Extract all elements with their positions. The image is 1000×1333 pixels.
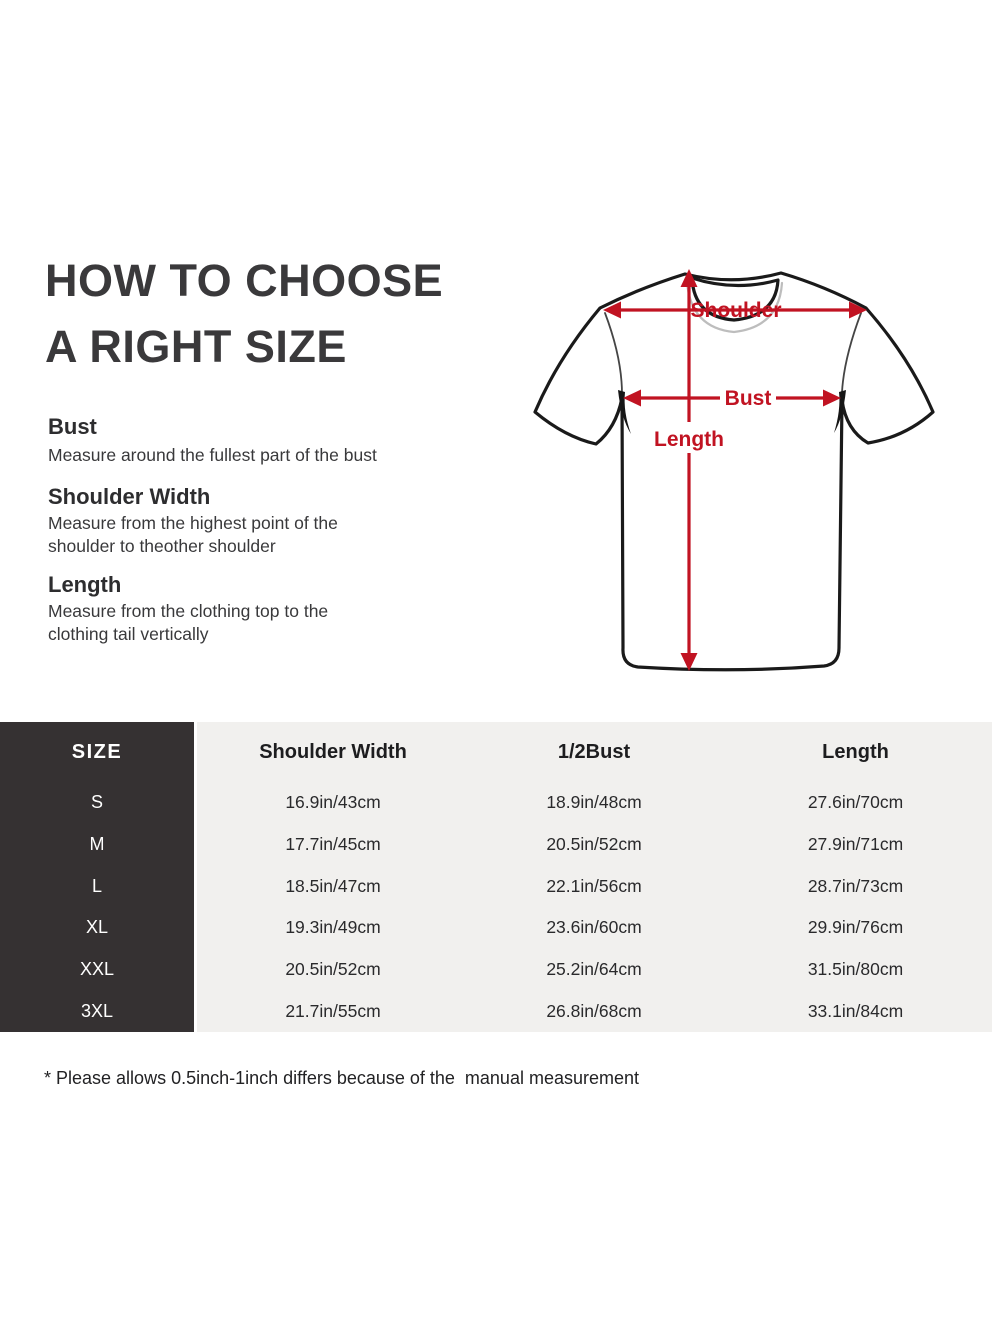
table-row-xxl-size: XXL — [0, 949, 197, 991]
section-body-shoulder-line2: shoulder to theother shoulder — [48, 536, 276, 556]
page-title — [45, 248, 443, 380]
table-row-xl-size: XL — [0, 907, 197, 949]
table-row-xxl-length: 31.5in/80cm — [719, 949, 992, 991]
section-body-bust — [48, 444, 377, 467]
table-row-s-size: S — [0, 782, 197, 824]
table-row-xxl-shoulder: 20.5in/52cm — [197, 949, 469, 991]
size-table — [0, 722, 992, 1032]
size-table-header-shoulder: Shoulder Width — [197, 722, 469, 782]
table-row-xl-halfbust: 23.6in/60cm — [469, 907, 719, 949]
section-heading-shoulder-width: Shoulder Width — [48, 484, 211, 509]
table-row-xxl-halfbust: 25.2in/64cm — [469, 949, 719, 991]
table-row-s-halfbust: 18.9in/48cm — [469, 782, 719, 824]
section-body-length — [48, 600, 328, 646]
table-row-xl-length: 29.9in/76cm — [719, 907, 992, 949]
table-row-xl-shoulder: 19.3in/49cm — [197, 907, 469, 949]
table-row-l-size: L — [0, 865, 197, 907]
table-row-3xl-halfbust: 26.8in/68cm — [469, 990, 719, 1032]
table-row-m-halfbust: 20.5in/52cm — [469, 824, 719, 866]
table-row-3xl-length: 33.1in/84cm — [719, 990, 992, 1032]
size-table-header-length: Length — [719, 722, 992, 782]
table-row-m-length: 27.9in/71cm — [719, 824, 992, 866]
shoulder-arrow-label: Shoulder — [690, 299, 782, 322]
table-row-3xl-size: 3XL — [0, 990, 197, 1032]
page-title-line1: HOW TO CHOOSE — [45, 255, 444, 306]
table-row-s-shoulder: 16.9in/43cm — [197, 782, 469, 824]
page-title-line2: A RIGHT SIZE — [45, 321, 347, 372]
size-table-header-halfbust: 1/2Bust — [469, 722, 719, 782]
section-heading-bust: Bust — [48, 414, 97, 439]
table-row-l-length: 28.7in/73cm — [719, 865, 992, 907]
length-arrow-label: Length — [654, 428, 724, 451]
tshirt-measurement-diagram — [510, 240, 980, 700]
table-row-3xl-shoulder: 21.7in/55cm — [197, 990, 469, 1032]
table-row-s-length: 27.6in/70cm — [719, 782, 992, 824]
section-body-length-line1: Measure from the clothing top to the — [48, 601, 329, 621]
size-table-header-size: SIZE — [0, 722, 197, 782]
section-body-shoulder-line1: Measure from the highest point of the — [48, 513, 338, 533]
section-body-length-line2: clothing tail vertically — [48, 624, 209, 644]
tshirt-diagram-svg — [510, 240, 980, 700]
section-body-bust-line1: Measure around the fullest part of the bust — [48, 445, 377, 465]
section-heading-length: Length — [48, 572, 122, 597]
table-row-l-halfbust: 22.1in/56cm — [469, 865, 719, 907]
measurement-disclaimer: * Please allows 0.5inch-1inch differs because of the manual measurement — [44, 1068, 640, 1088]
table-row-l-shoulder: 18.5in/47cm — [197, 865, 469, 907]
bust-arrow-label: Bust — [724, 387, 772, 410]
section-body-shoulder-width — [48, 512, 338, 558]
table-row-m-size: M — [0, 824, 197, 866]
table-row-m-shoulder: 17.7in/45cm — [197, 824, 469, 866]
